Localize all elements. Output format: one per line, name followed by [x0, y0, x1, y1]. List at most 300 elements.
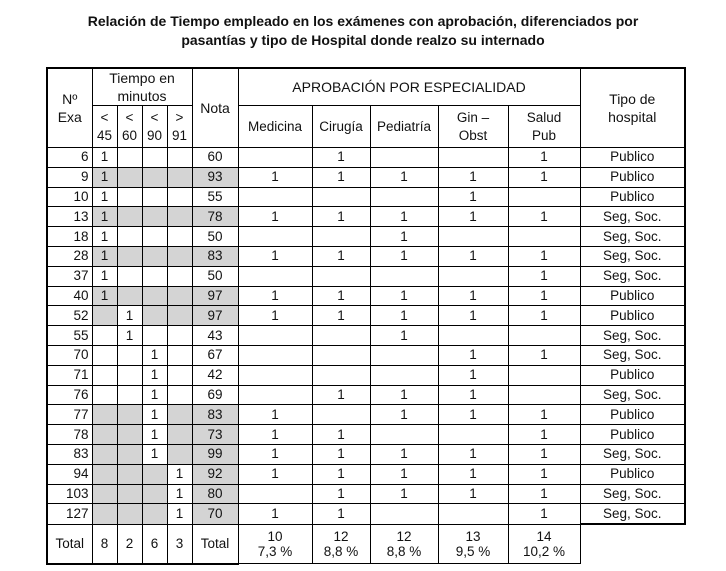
specialty-cell: 1 — [238, 286, 312, 306]
specialty-cell — [438, 504, 508, 524]
time-cell: 1 — [92, 167, 117, 187]
time-cell — [92, 326, 117, 346]
specialty-cell: 1 — [238, 207, 312, 227]
exam-number: 94 — [47, 464, 92, 484]
table-row — [47, 167, 685, 187]
hospital-type: Publico — [580, 286, 685, 306]
header-time-op: < — [125, 109, 134, 125]
specialty-cell: 1 — [312, 464, 370, 484]
specialty-cell: 1 — [370, 306, 438, 326]
header-tipo-line1: Tipo de — [609, 91, 656, 107]
time-cell — [142, 227, 167, 247]
time-cell — [117, 504, 142, 524]
hospital-type: Publico — [580, 405, 685, 425]
header-specialty — [238, 106, 312, 148]
header-tiempo-line1: Tiempo en — [109, 70, 175, 86]
header-nota: Nota — [192, 68, 238, 148]
time-cell — [142, 286, 167, 306]
document-title — [0, 12, 726, 50]
specialty-cell: 1 — [312, 385, 370, 405]
hospital-type: Publico — [580, 148, 685, 168]
header-time-col — [92, 106, 117, 148]
nota-cell: 50 — [192, 227, 238, 247]
specialty-cell: 1 — [238, 444, 312, 464]
time-cell — [92, 504, 117, 524]
time-cell: 1 — [142, 345, 167, 365]
specialty-cell: 1 — [312, 306, 370, 326]
hospital-type: Seg, Soc. — [580, 504, 685, 524]
header-specialty — [312, 106, 370, 148]
specialty-cell: 1 — [370, 326, 438, 346]
time-cell — [142, 504, 167, 524]
time-cell — [117, 227, 142, 247]
table-row — [47, 286, 685, 306]
table-row — [47, 246, 685, 266]
header-time-val: 60 — [121, 127, 138, 143]
nota-cell: 42 — [192, 365, 238, 385]
time-cell — [92, 464, 117, 484]
table-row — [47, 345, 685, 365]
exam-number: 28 — [47, 246, 92, 266]
specialty-total-pct: 7,3 % — [257, 543, 293, 559]
time-cell: 1 — [92, 227, 117, 247]
specialty-cell: 1 — [508, 484, 580, 504]
time-cell — [142, 207, 167, 227]
specialty-cell — [508, 227, 580, 247]
specialty-total — [370, 524, 438, 564]
time-total: 6 — [142, 524, 167, 564]
specialty-cell: 1 — [438, 306, 508, 326]
specialty-cell: 1 — [370, 444, 438, 464]
nota-cell: 93 — [192, 167, 238, 187]
specialty-cell — [370, 425, 438, 445]
specialty-cell: 1 — [438, 464, 508, 484]
header-specialty-line1: Salud — [526, 109, 562, 125]
time-cell — [142, 266, 167, 286]
specialty-cell — [438, 425, 508, 445]
table-row — [47, 227, 685, 247]
hospital-type: Seg, Soc. — [580, 385, 685, 405]
header-specialty — [438, 106, 508, 148]
nota-cell: 69 — [192, 385, 238, 405]
time-cell — [167, 365, 192, 385]
specialty-cell — [370, 345, 438, 365]
time-cell: 1 — [142, 444, 167, 464]
time-cell — [117, 425, 142, 445]
exam-number: 78 — [47, 425, 92, 445]
time-cell — [167, 207, 192, 227]
time-cell — [117, 167, 142, 187]
header-specialty — [370, 106, 438, 148]
specialty-cell — [508, 326, 580, 346]
specialty-cell — [312, 365, 370, 385]
specialty-cell: 1 — [508, 266, 580, 286]
exam-number: 71 — [47, 365, 92, 385]
specialty-cell: 1 — [438, 187, 508, 207]
time-cell: 1 — [117, 306, 142, 326]
specialty-cell — [238, 326, 312, 346]
totals-empty-cell — [580, 524, 685, 564]
specialty-cell — [238, 187, 312, 207]
specialty-cell: 1 — [438, 246, 508, 266]
hospital-type: Seg, Soc. — [580, 266, 685, 286]
time-cell — [92, 405, 117, 425]
specialty-cell: 1 — [370, 227, 438, 247]
specialty-cell: 1 — [312, 504, 370, 524]
exam-number: 6 — [47, 148, 92, 168]
time-cell: 1 — [92, 286, 117, 306]
specialty-total-count: 12 — [333, 528, 349, 544]
table-row — [47, 365, 685, 385]
specialty-total-count: 10 — [267, 528, 283, 544]
nota-cell: 99 — [192, 444, 238, 464]
specialty-cell: 1 — [438, 286, 508, 306]
time-cell — [167, 246, 192, 266]
header-time-val: 91 — [171, 127, 188, 143]
specialty-cell — [508, 187, 580, 207]
time-cell — [92, 345, 117, 365]
specialty-cell: 1 — [438, 207, 508, 227]
time-cell — [167, 148, 192, 168]
specialty-cell: 1 — [508, 444, 580, 464]
time-cell: 1 — [92, 246, 117, 266]
exam-number: 55 — [47, 326, 92, 346]
time-cell — [117, 246, 142, 266]
exam-number: 10 — [47, 187, 92, 207]
header-time-val: 45 — [96, 127, 113, 143]
totals-row — [47, 524, 685, 564]
specialty-cell: 1 — [312, 286, 370, 306]
table-row — [47, 187, 685, 207]
specialty-cell — [508, 385, 580, 405]
table-row — [47, 385, 685, 405]
time-cell — [167, 286, 192, 306]
header-specialty-line2: Pub — [531, 127, 557, 143]
specialty-cell — [312, 266, 370, 286]
specialty-cell — [312, 187, 370, 207]
time-cell — [167, 306, 192, 326]
specialty-total — [508, 524, 580, 564]
time-cell — [142, 484, 167, 504]
specialty-total-count: 14 — [536, 528, 552, 544]
nota-cell: 92 — [192, 464, 238, 484]
time-total: 8 — [92, 524, 117, 564]
header-exa-line1: Nº — [62, 91, 78, 107]
hospital-type: Seg, Soc. — [580, 484, 685, 504]
specialty-cell: 1 — [312, 484, 370, 504]
specialty-cell — [438, 227, 508, 247]
nota-cell: 83 — [192, 246, 238, 266]
exam-table — [46, 67, 686, 565]
time-cell — [167, 345, 192, 365]
header-time-col — [167, 106, 192, 148]
exam-number: 77 — [47, 405, 92, 425]
time-cell — [142, 167, 167, 187]
specialty-cell: 1 — [438, 484, 508, 504]
exam-number: 52 — [47, 306, 92, 326]
time-cell — [117, 266, 142, 286]
time-cell — [167, 385, 192, 405]
specialty-cell: 1 — [238, 504, 312, 524]
time-cell: 1 — [167, 484, 192, 504]
exam-number: 70 — [47, 345, 92, 365]
specialty-cell: 1 — [438, 345, 508, 365]
specialty-total — [238, 524, 312, 564]
header-exa — [47, 68, 92, 148]
time-cell — [92, 385, 117, 405]
time-cell — [117, 207, 142, 227]
header-time-val: 90 — [146, 127, 163, 143]
nota-cell: 67 — [192, 345, 238, 365]
specialty-cell: 1 — [438, 167, 508, 187]
title-line-2: pasantías y tipo de Hospital donde realzo su internado — [181, 32, 545, 48]
time-cell — [92, 306, 117, 326]
header-tiempo-line2: minutos — [117, 88, 167, 104]
specialty-cell: 1 — [438, 444, 508, 464]
specialty-cell: 1 — [370, 167, 438, 187]
header-tiempo — [92, 68, 192, 106]
specialty-cell: 1 — [370, 484, 438, 504]
time-cell — [142, 148, 167, 168]
time-cell — [92, 444, 117, 464]
time-cell: 1 — [92, 187, 117, 207]
nota-cell: 83 — [192, 405, 238, 425]
table-row — [47, 266, 685, 286]
specialty-cell: 1 — [370, 246, 438, 266]
specialty-cell — [238, 227, 312, 247]
specialty-cell — [238, 385, 312, 405]
specialty-cell: 1 — [238, 405, 312, 425]
header-tipo — [580, 68, 685, 148]
time-cell — [117, 365, 142, 385]
time-total: 3 — [167, 524, 192, 564]
time-cell: 1 — [142, 385, 167, 405]
exam-number: 37 — [47, 266, 92, 286]
specialty-cell: 1 — [312, 148, 370, 168]
header-time-op: < — [150, 109, 159, 125]
specialty-cell: 1 — [370, 286, 438, 306]
header-exa-line2: Exa — [57, 109, 82, 125]
specialty-cell: 1 — [312, 167, 370, 187]
table-row — [47, 326, 685, 346]
time-cell — [167, 227, 192, 247]
table-row — [47, 207, 685, 227]
specialty-cell — [312, 345, 370, 365]
specialty-cell — [438, 266, 508, 286]
time-cell — [117, 464, 142, 484]
hospital-type: Publico — [580, 365, 685, 385]
specialty-cell — [438, 148, 508, 168]
table-row — [47, 306, 685, 326]
table-row — [47, 405, 685, 425]
header-specialty-line1: Gin – — [456, 109, 490, 125]
exam-number: 127 — [47, 504, 92, 524]
specialty-cell: 1 — [238, 246, 312, 266]
table-row — [47, 425, 685, 445]
time-cell — [167, 326, 192, 346]
time-cell: 1 — [117, 326, 142, 346]
time-cell — [142, 187, 167, 207]
exam-number: 13 — [47, 207, 92, 227]
exam-number: 40 — [47, 286, 92, 306]
specialty-cell — [312, 326, 370, 346]
specialty-cell: 1 — [238, 425, 312, 445]
specialty-total-pct: 8,8 % — [386, 543, 422, 559]
time-cell — [117, 405, 142, 425]
specialty-cell: 1 — [508, 286, 580, 306]
exam-number: 103 — [47, 484, 92, 504]
specialty-cell: 1 — [438, 365, 508, 385]
hospital-type: Seg, Soc. — [580, 444, 685, 464]
header-specialty-line1: Cirugía — [319, 118, 363, 134]
time-cell — [117, 286, 142, 306]
time-cell: 1 — [92, 207, 117, 227]
hospital-type: Publico — [580, 167, 685, 187]
time-cell — [167, 444, 192, 464]
header-time-col — [117, 106, 142, 148]
specialty-cell: 1 — [370, 207, 438, 227]
time-cell — [117, 385, 142, 405]
totals-label: Total — [47, 524, 92, 564]
hospital-type: Seg, Soc. — [580, 326, 685, 346]
table-row — [47, 464, 685, 484]
header-specialty-line2: Obst — [458, 127, 488, 143]
hospital-type: Seg, Soc. — [580, 207, 685, 227]
hospital-type: Seg, Soc. — [580, 345, 685, 365]
time-cell — [167, 425, 192, 445]
time-cell: 1 — [92, 266, 117, 286]
header-time-op: < — [100, 109, 109, 125]
specialty-cell — [238, 365, 312, 385]
hospital-type: Seg, Soc. — [580, 246, 685, 266]
exam-number: 18 — [47, 227, 92, 247]
specialty-cell — [508, 365, 580, 385]
nota-cell: 97 — [192, 286, 238, 306]
specialty-cell — [238, 484, 312, 504]
specialty-cell: 1 — [238, 167, 312, 187]
specialty-cell: 1 — [370, 405, 438, 425]
header-specialty-line1: Medicina — [247, 118, 303, 134]
specialty-cell — [370, 365, 438, 385]
specialty-total — [312, 524, 370, 564]
specialty-cell: 1 — [438, 385, 508, 405]
time-cell — [142, 326, 167, 346]
time-cell — [117, 484, 142, 504]
nota-cell: 55 — [192, 187, 238, 207]
specialty-cell: 1 — [312, 444, 370, 464]
table-row — [47, 504, 685, 524]
specialty-total-pct: 10,2 % — [522, 543, 566, 559]
hospital-type: Publico — [580, 425, 685, 445]
header-time-op: > — [175, 109, 184, 125]
nota-total-label: Total — [192, 524, 238, 564]
table-row — [47, 484, 685, 504]
specialty-cell: 1 — [312, 425, 370, 445]
specialty-cell — [370, 148, 438, 168]
specialty-cell: 1 — [370, 464, 438, 484]
header-tipo-line2: hospital — [608, 109, 657, 125]
time-cell — [142, 306, 167, 326]
time-cell — [92, 484, 117, 504]
header-aprobacion: APROBACIÓN POR ESPECIALIDAD — [238, 68, 580, 106]
specialty-cell: 1 — [508, 425, 580, 445]
specialty-cell — [238, 266, 312, 286]
specialty-cell: 1 — [508, 167, 580, 187]
nota-cell: 70 — [192, 504, 238, 524]
time-cell — [167, 167, 192, 187]
specialty-cell: 1 — [508, 504, 580, 524]
specialty-total-count: 13 — [465, 528, 481, 544]
specialty-cell: 1 — [312, 207, 370, 227]
time-cell: 1 — [167, 504, 192, 524]
header-specialty-line1: Pediatría — [376, 118, 432, 134]
specialty-cell — [438, 326, 508, 346]
time-cell — [117, 148, 142, 168]
header-time-col — [142, 106, 167, 148]
time-cell — [117, 187, 142, 207]
specialty-cell: 1 — [508, 207, 580, 227]
nota-cell: 60 — [192, 148, 238, 168]
nota-cell: 78 — [192, 207, 238, 227]
header-specialty — [508, 106, 580, 148]
time-cell — [142, 246, 167, 266]
specialty-cell: 1 — [508, 306, 580, 326]
specialty-cell: 1 — [508, 464, 580, 484]
nota-cell: 43 — [192, 326, 238, 346]
specialty-cell — [370, 266, 438, 286]
time-cell — [117, 444, 142, 464]
time-cell — [167, 405, 192, 425]
specialty-cell — [312, 227, 370, 247]
time-cell: 1 — [142, 405, 167, 425]
table-row — [47, 444, 685, 464]
exam-number: 9 — [47, 167, 92, 187]
nota-cell: 73 — [192, 425, 238, 445]
table-row — [47, 148, 685, 168]
specialty-cell: 1 — [238, 306, 312, 326]
specialty-cell: 1 — [312, 246, 370, 266]
time-cell — [167, 266, 192, 286]
time-total: 2 — [117, 524, 142, 564]
time-cell — [167, 187, 192, 207]
specialty-cell — [370, 187, 438, 207]
time-cell: 1 — [142, 425, 167, 445]
hospital-type: Publico — [580, 464, 685, 484]
specialty-cell — [370, 504, 438, 524]
nota-cell: 80 — [192, 484, 238, 504]
exam-number: 76 — [47, 385, 92, 405]
hospital-type: Publico — [580, 187, 685, 207]
specialty-total-pct: 8,8 % — [323, 543, 359, 559]
specialty-cell — [312, 405, 370, 425]
time-cell: 1 — [142, 365, 167, 385]
specialty-cell: 1 — [508, 345, 580, 365]
time-cell: 1 — [92, 148, 117, 168]
specialty-total-pct: 9,5 % — [455, 543, 491, 559]
time-cell — [117, 345, 142, 365]
time-cell — [92, 425, 117, 445]
specialty-cell — [238, 345, 312, 365]
specialty-total — [438, 524, 508, 564]
exam-number: 83 — [47, 444, 92, 464]
specialty-cell: 1 — [508, 405, 580, 425]
nota-cell: 50 — [192, 266, 238, 286]
specialty-cell: 1 — [508, 148, 580, 168]
specialty-cell: 1 — [370, 385, 438, 405]
specialty-cell — [238, 148, 312, 168]
specialty-cell: 1 — [438, 405, 508, 425]
hospital-type: Seg, Soc. — [580, 227, 685, 247]
